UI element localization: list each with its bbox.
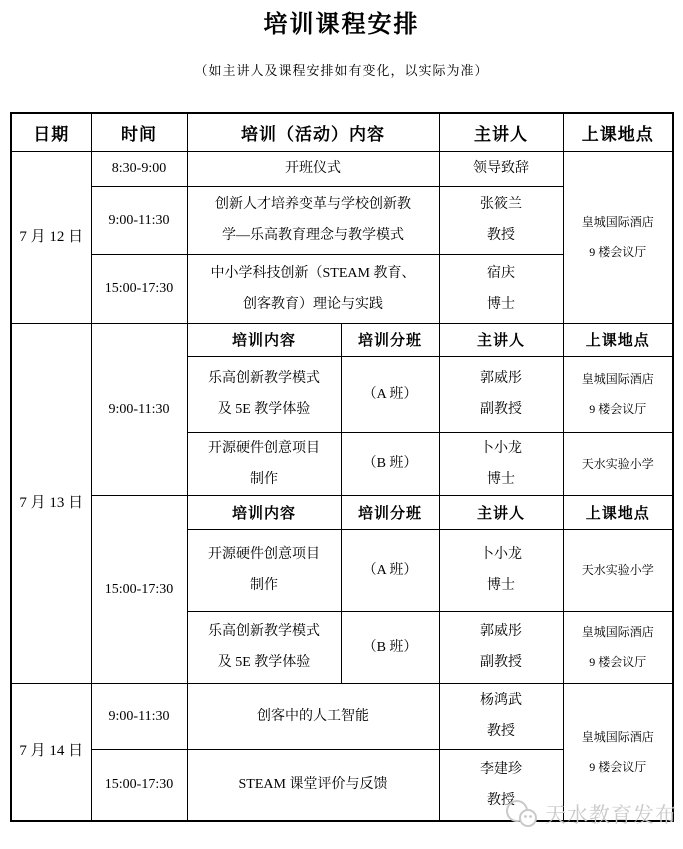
subheader-content: 培训内容 <box>187 323 341 356</box>
speaker-cell: 张筱兰 教授 <box>439 186 563 254</box>
speaker-cell: 卜小龙 博士 <box>439 529 563 611</box>
subheader-row <box>11 323 673 356</box>
speaker-cell: 郭威彤 副教授 <box>439 611 563 683</box>
column-header-location: 上课地点 <box>563 113 673 151</box>
schedule-table <box>10 112 674 822</box>
class-cell: （B 班） <box>341 611 439 683</box>
location-cell: 皇城国际酒店 9 楼会议厅 <box>563 683 673 821</box>
table-row <box>11 151 673 186</box>
time-cell: 9:00-11:30 <box>91 323 187 495</box>
subheader-speaker: 主讲人 <box>439 495 563 529</box>
speaker-cell: 李建珍 教授 <box>439 749 563 821</box>
location-cell: 皇城国际酒店 9 楼会议厅 <box>563 611 673 683</box>
subheader-content: 培训内容 <box>187 495 341 529</box>
location-cell: 皇城国际酒店 9 楼会议厅 <box>563 356 673 432</box>
subheader-class: 培训分班 <box>341 495 439 529</box>
speaker-cell: 卜小龙 博士 <box>439 432 563 495</box>
class-cell: （B 班） <box>341 432 439 495</box>
header-row <box>11 113 673 151</box>
date-cell: 7 月 13 日 <box>11 323 91 683</box>
location-cell: 天水实验小学 <box>563 529 673 611</box>
speaker-cell: 领导致辞 <box>439 151 563 186</box>
location-cell: 天水实验小学 <box>563 432 673 495</box>
location-cell: 皇城国际酒店 9 楼会议厅 <box>563 151 673 323</box>
time-cell: 8:30-9:00 <box>91 151 187 186</box>
time-cell: 15:00-17:30 <box>91 495 187 683</box>
speaker-cell: 宿庆 博士 <box>439 254 563 323</box>
subheader-location: 上课地点 <box>563 323 673 356</box>
page-title: 培训课程安排 <box>263 12 420 38</box>
column-header-time: 时间 <box>91 113 187 151</box>
speaker-cell: 郭威彤 副教授 <box>439 356 563 432</box>
class-cell: （A 班） <box>341 529 439 611</box>
subheader-class: 培训分班 <box>341 323 439 356</box>
content-cell: 创客中的人工智能 <box>187 683 439 749</box>
content-cell: 乐高创新教学模式 及 5E 教学体验 <box>187 611 341 683</box>
content-cell: 开源硬件创意项目 制作 <box>187 432 341 495</box>
content-cell: 开源硬件创意项目 制作 <box>187 529 341 611</box>
class-cell: （A 班） <box>341 356 439 432</box>
subheader-speaker: 主讲人 <box>439 323 563 356</box>
page-subtitle: （如主讲人及课程安排如有变化，以实际为准） <box>194 63 489 78</box>
time-cell: 15:00-17:30 <box>91 254 187 323</box>
date-cell: 7 月 12 日 <box>11 151 91 323</box>
subheader-location: 上课地点 <box>563 495 673 529</box>
content-cell: 乐高创新教学模式 及 5E 教学体验 <box>187 356 341 432</box>
column-header-speaker: 主讲人 <box>439 113 563 151</box>
time-cell: 9:00-11:30 <box>91 683 187 749</box>
date-cell: 7 月 14 日 <box>11 683 91 821</box>
subheader-row <box>11 495 673 529</box>
content-cell: 中小学科技创新（STEAM 教育、 创客教育）理论与实践 <box>187 254 439 323</box>
watermark-text: 天水教育发布 <box>545 803 677 827</box>
column-header-content: 培训（活动）内容 <box>187 113 439 151</box>
content-cell: 创新人才培养变革与学校创新教 学—乐高教育理念与教学模式 <box>187 186 439 254</box>
table-row <box>11 683 673 749</box>
speaker-cell: 杨鸿武 教授 <box>439 683 563 749</box>
time-cell: 15:00-17:30 <box>91 749 187 821</box>
content-cell: 开班仪式 <box>187 151 439 186</box>
time-cell: 9:00-11:30 <box>91 186 187 254</box>
column-header-date: 日期 <box>11 113 91 151</box>
content-cell: STEAM 课堂评价与反馈 <box>187 749 439 821</box>
